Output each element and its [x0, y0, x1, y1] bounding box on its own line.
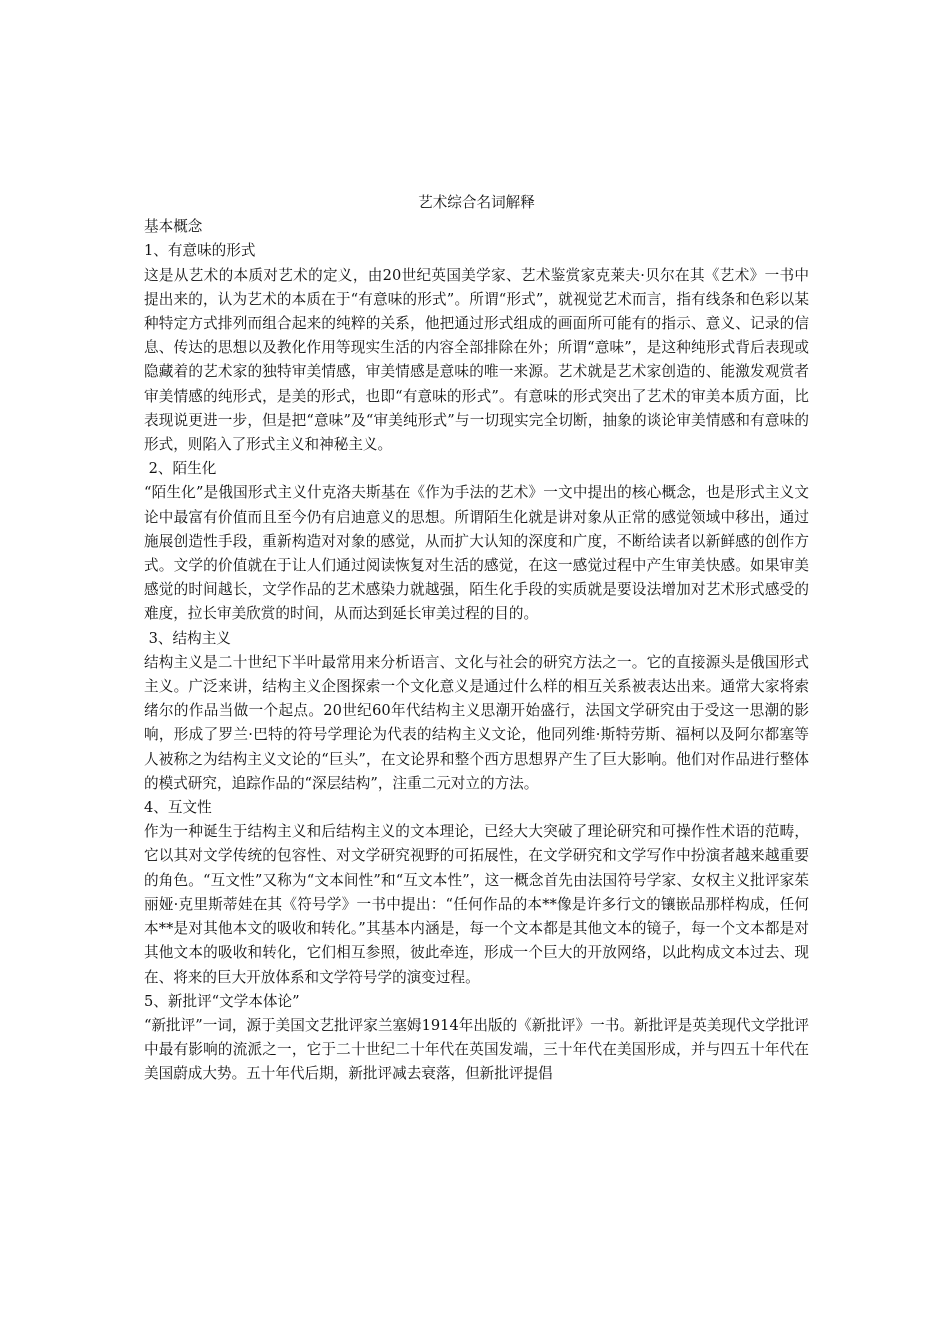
document-body	[144, 191, 809, 1087]
entry-paragraph: 作为一种诞生于结构主义和后结构主义的文本理论，已经大大突破了理论研究和可操作性术语的范畴，它以其对文学传统的包容性、对文学研究视野的可拓展性，在文学研究和文学写作中扮演者越来越重要的角色。“互文性”又称为“文本间性”和“互文本性”，这一概念首先由法国符号学家、女权主义批评家茱丽娅·克里斯蒂娃在其《符号学》一书中提出：“任何作品的本**像是许多行文的镶嵌品那样构成，任何本**是对其他本文的吸收和转化。”其基本内涵是，每一个文本都是其他文本的镜子，每一个文本都是对其他文本的吸收和转化，它们相互参照，彼此牵连，形成一个巨大的开放网络，以此构成文本过去、现在、将来的巨大开放体系和文学符号学的演变过程。	[144, 823, 809, 986]
entry	[144, 796, 809, 990]
entry-paragraph: “陌生化”是俄国形式主义什克洛夫斯基在《作为手法的艺术》一文中提出的核心概念，也是形式主义文论中最富有价值而且至今仍有启迪意义的思想。所谓陌生化就是讲对象从正常的感觉领域中移出，通过施展创造性手段，重新构造对对象的感觉，从而扩大认知的深度和广度，不断给读者以新鲜感的创作方式。文学的价值就在于让人们通过阅读恢复对生活的感觉，在这一感觉过程中产生审美快感。如果审美感觉的时间越长，文学作品的艺术感染力就越强，陌生化手段的实质就是要设法增加对艺术形式感受的难度，拉长审美欣赏的时间，从而达到延长审美过程的目的。	[144, 484, 809, 623]
entry-heading: 2、陌生化	[144, 460, 217, 478]
document-title: 艺术综合名词解释	[418, 194, 535, 211]
entry-heading: 1、有意味的形式	[144, 242, 256, 260]
entry	[144, 457, 809, 626]
section-label: 基本概念	[144, 218, 203, 236]
entry-heading: 4、互文性	[144, 799, 212, 817]
entry	[144, 627, 809, 796]
entry-heading: 5、新批评“文学本体论”	[144, 992, 300, 1010]
entry-heading: 3、结构主义	[144, 629, 231, 647]
entry-paragraph: “新批评”一词，源于美国文艺批评家兰塞姆1914年出版的《新批评》一书。新批评是英美现代文学批评中最有影响的流派之一，它于二十世纪二十年代在英国发端，三十年代在美国形成，并与四五十年代在美国蔚成大势。五十年代后期，新批评减去衰落，但新批评提倡	[144, 1016, 810, 1083]
entry-paragraph: 这是从艺术的本质对艺术的定义，由20世纪英国美学家、艺术鉴赏家克莱夫·贝尔在其《艺术》一书中提出来的，认为艺术的本质在于“有意味的形式”。所谓“形式”，就视觉艺术而言，指有线条和色彩以某种特定方式排列而组合起来的纯粹的关系，他把通过形式组成的画面所可能有的指示、意义、记录的信息、传达的思想以及教化作用等现实生活的内容全部排除在外；所谓“意味”，是这种纯形式背后表现或隐藏着的艺术家的独特审美情感，审美情感是意味的唯一来源。艺术就是艺术家创造的、能激发观赏者审美情感的纯形式，是美的形式，也即“有意味的形式”。有意味的形式突出了艺术的审美本质方面，比表现说更进一步，但是把“意味”及“审美纯形式”与一切现实完全切断，抽象的谈论审美情感和有意味的形式，则陷入了形式主义和神秘主义。	[144, 266, 809, 454]
entry	[144, 990, 809, 1087]
entry	[144, 239, 809, 457]
entry-paragraph: 结构主义是二十世纪下半叶最常用来分析语言、文化与社会的研究方法之一。它的直接源头是俄国形式主义。广泛来讲，结构主义企图探索一个文化意义是通过什么样的相互关系被表达出来。通常大家将索绪尔的作品当做一个起点。20世纪60年代结构主义思潮开始盛行，法国文学研究由于受这一思潮的影响，形成了罗兰·巴特的符号学理论为代表的结构主义文论，他同列维·斯特劳斯、福柯以及阿尔都塞等人被称之为结构主义文论的“巨头”，在文论界和整个西方思想界产生了巨大影响。他们对作品进行整体的模式研究，追踪作品的“深层结构”，注重二元对立的方法。	[144, 653, 809, 792]
